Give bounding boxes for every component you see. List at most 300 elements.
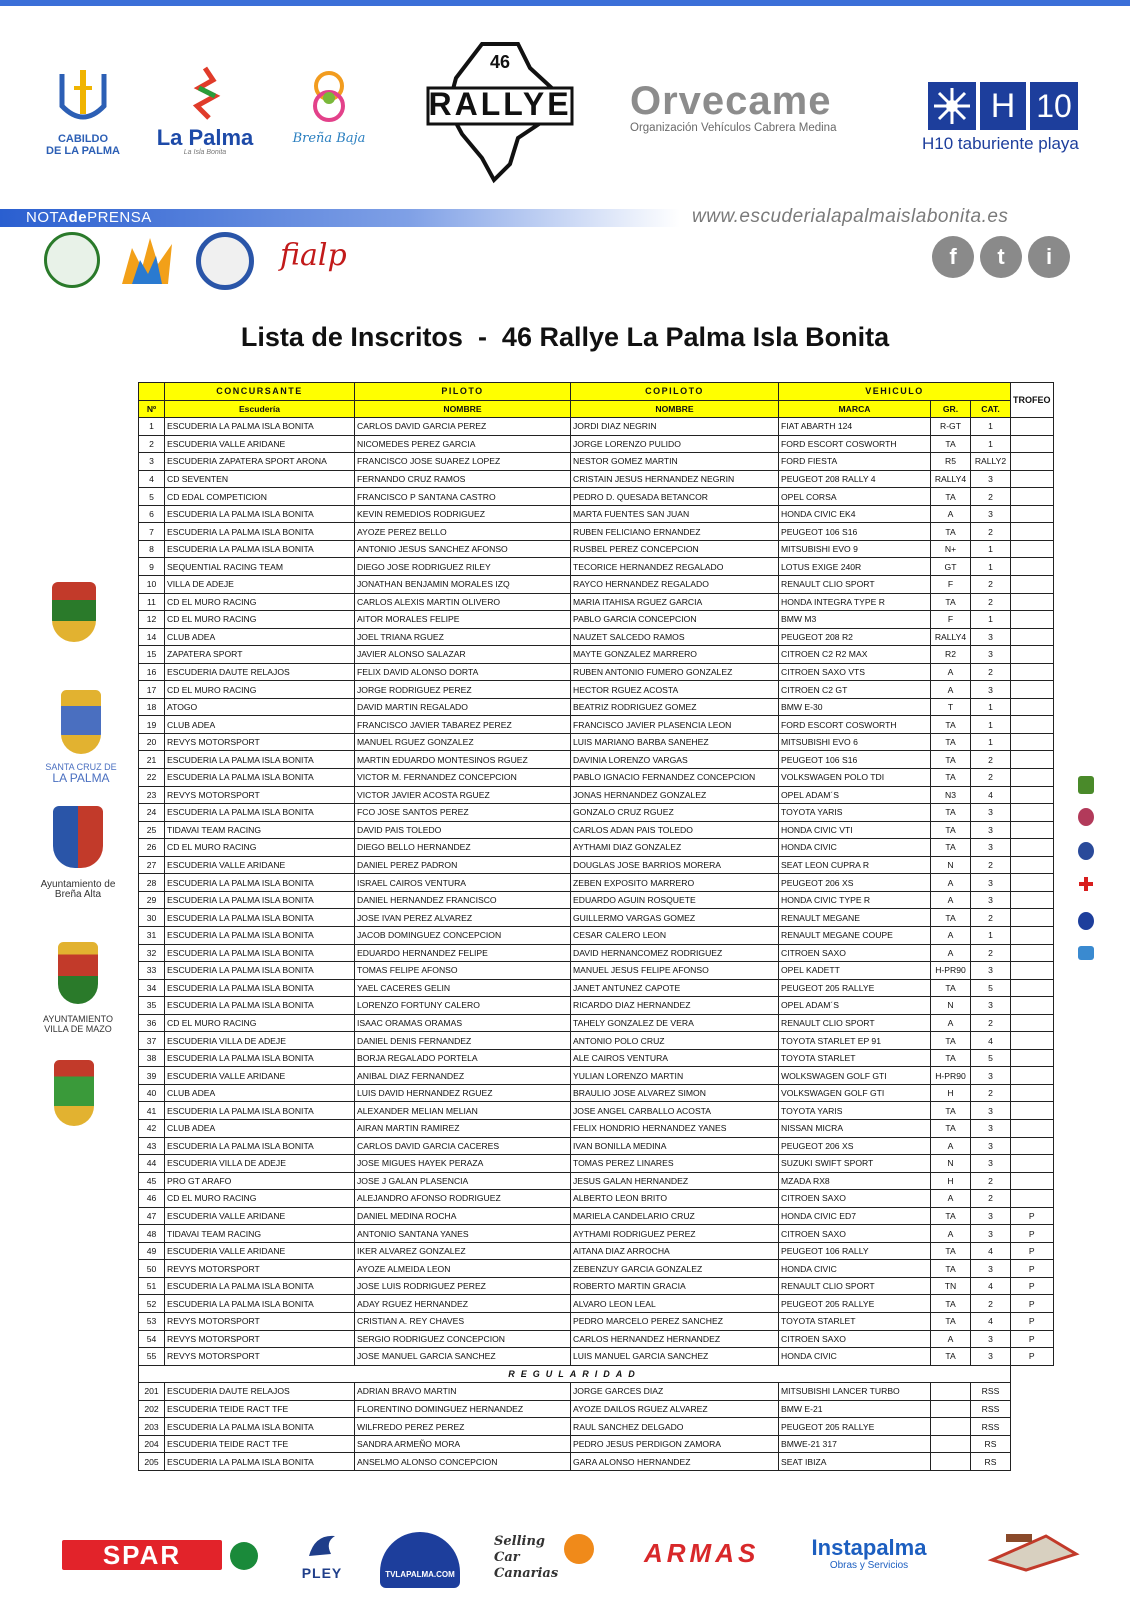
cell-escuderia: ESCUDERIA LA PALMA ISLA BONITA xyxy=(165,909,355,927)
table-row xyxy=(139,769,1054,787)
cell-num: 16 xyxy=(139,663,165,681)
cell-escuderia: ESCUDERIA DAUTE RELAJOS xyxy=(165,1383,355,1401)
cell-piloto: NICOMEDES PEREZ GARCIA xyxy=(355,435,571,453)
cell-piloto: DANIEL PEREZ PADRON xyxy=(355,856,571,874)
table-row xyxy=(139,821,1054,839)
cell-copiloto: PEDRO MARCELO PEREZ SANCHEZ xyxy=(571,1312,779,1330)
cell-num: 6 xyxy=(139,505,165,523)
cell-escuderia: CD EL MURO RACING xyxy=(165,611,355,629)
cell-cat: 4 xyxy=(971,1312,1011,1330)
cell-num: 30 xyxy=(139,909,165,927)
cell-piloto: AIRAN MARTIN RAMIREZ xyxy=(355,1119,571,1137)
cell-gr xyxy=(931,1435,971,1453)
table-row xyxy=(139,576,1054,594)
cell-marca: CITROEN SAXO xyxy=(779,1330,931,1348)
cell-escuderia: ESCUDERIA LA PALMA ISLA BONITA xyxy=(165,1049,355,1067)
table-row xyxy=(139,453,1054,471)
club-shield-icon xyxy=(1078,776,1094,794)
cell-marca: MZADA RX8 xyxy=(779,1172,931,1190)
cell-trofeo xyxy=(1011,453,1054,471)
instapalma-logo xyxy=(794,1536,944,1576)
cell-marca: RENAULT CLIO SPORT xyxy=(779,1014,931,1032)
cell-copiloto: JANET ANTUNEZ CAPOTE xyxy=(571,979,779,997)
cell-trofeo xyxy=(1011,944,1054,962)
cell-piloto: WILFREDO PEREZ PEREZ xyxy=(355,1418,571,1436)
table-row xyxy=(139,1102,1054,1120)
table-row xyxy=(139,628,1054,646)
proteccion-civil-icon xyxy=(1078,912,1094,930)
cell-marca: HONDA CIVIC xyxy=(779,1348,931,1366)
cell-cat: 1 xyxy=(971,611,1011,629)
cell-cat: 3 xyxy=(971,804,1011,822)
cell-trofeo xyxy=(1011,593,1054,611)
table-row xyxy=(139,435,1054,453)
cell-gr: A xyxy=(931,1014,971,1032)
cell-marca: WOLKSWAGEN GOLF GTI xyxy=(779,1067,931,1085)
cell-marca: TOYOTA STARLET xyxy=(779,1312,931,1330)
cell-copiloto: MARIELA CANDELARIO CRUZ xyxy=(571,1207,779,1225)
cell-gr: TA xyxy=(931,593,971,611)
cell-escuderia: REVYS MOTORSPORT xyxy=(165,1348,355,1366)
cell-marca: MITSUBISHI EVO 9 xyxy=(779,540,931,558)
pley-logo xyxy=(294,1530,350,1582)
cell-copiloto: RICARDO DIAZ HERNANDEZ xyxy=(571,997,779,1015)
cell-piloto: ISAAC ORAMAS ORAMAS xyxy=(355,1014,571,1032)
cell-copiloto: MANUEL JESUS FELIPE AFONSO xyxy=(571,962,779,980)
cell-gr: A xyxy=(931,944,971,962)
table-row xyxy=(139,1190,1054,1208)
cell-escuderia: ESCUDERIA LA PALMA ISLA BONITA xyxy=(165,944,355,962)
cell-cat: 2 xyxy=(971,1172,1011,1190)
table-row xyxy=(139,1330,1054,1348)
cell-trofeo xyxy=(1011,646,1054,664)
regularidad-row xyxy=(139,1418,1054,1436)
cell-num: 32 xyxy=(139,944,165,962)
cell-piloto: DIEGO BELLO HERNANDEZ xyxy=(355,839,571,857)
cell-copiloto: MARTA FUENTES SAN JUAN xyxy=(571,505,779,523)
table-row xyxy=(139,488,1054,506)
cell-escuderia: ESCUDERIA LA PALMA ISLA BONITA xyxy=(165,891,355,909)
orvecame-subtitle: Organización Vehículos Cabrera Medina xyxy=(630,122,837,134)
cell-escuderia: ZAPATERA SPORT xyxy=(165,646,355,664)
cell-copiloto: LUIS MANUEL GARCIA SANCHEZ xyxy=(571,1348,779,1366)
cell-marca: CITROEN SAXO VTS xyxy=(779,663,931,681)
cell-copiloto: ROBERTO MARTIN GRACIA xyxy=(571,1277,779,1295)
cell-cat: 1 xyxy=(971,733,1011,751)
cell-num: 21 xyxy=(139,751,165,769)
cell-gr: A xyxy=(931,1190,971,1208)
cell-cat: 3 xyxy=(971,1225,1011,1243)
col-escuderia-header: Escudería xyxy=(165,400,355,418)
cell-marca: MITSUBISHI EVO 6 xyxy=(779,733,931,751)
cell-cat: 2 xyxy=(971,856,1011,874)
rallye-word: RALLYE xyxy=(428,86,572,122)
entries-table xyxy=(138,382,1054,1471)
cell-gr: A xyxy=(931,1330,971,1348)
cell-trofeo: P xyxy=(1011,1295,1054,1313)
cell-copiloto: AYTHAMI RODRIGUEZ PEREZ xyxy=(571,1225,779,1243)
cell-trofeo xyxy=(1011,505,1054,523)
cell-escuderia: ESCUDERIA LA PALMA ISLA BONITA xyxy=(165,418,355,436)
cell-num: 37 xyxy=(139,1032,165,1050)
cell-trofeo xyxy=(1011,891,1054,909)
cell-piloto: JORGE RODRIGUEZ PEREZ xyxy=(355,681,571,699)
table-row xyxy=(139,1172,1054,1190)
cell-trofeo xyxy=(1011,1137,1054,1155)
table-row xyxy=(139,1260,1054,1278)
cell-cat: 3 xyxy=(971,1330,1011,1348)
table-row xyxy=(139,786,1054,804)
cell-num: 12 xyxy=(139,611,165,629)
cell-num: 54 xyxy=(139,1330,165,1348)
cell-escuderia: ESCUDERIA LA PALMA ISLA BONITA xyxy=(165,979,355,997)
lapalma-subtitle: La Isla Bonita xyxy=(183,149,227,156)
cell-gr: R5 xyxy=(931,453,971,471)
cell-cat: 2 xyxy=(971,593,1011,611)
cell-marca: PEUGEOT 106 RALLY xyxy=(779,1242,931,1260)
cell-gr: H xyxy=(931,1084,971,1102)
cell-piloto: FERNANDO CRUZ RAMOS xyxy=(355,470,571,488)
entries-table-body xyxy=(139,383,1054,1471)
cell-piloto: DAVID PAIS TOLEDO xyxy=(355,821,571,839)
cell-piloto: ADRIAN BRAVO MARTIN xyxy=(355,1383,571,1401)
cell-copiloto: MARIA ITAHISA RGUEZ GARCIA xyxy=(571,593,779,611)
cell-piloto: ALEJANDRO AFONSO RODRIGUEZ xyxy=(355,1190,571,1208)
cell-trofeo xyxy=(1011,1102,1054,1120)
cell-cat: 3 xyxy=(971,1067,1011,1085)
cell-copiloto: JORGE LORENZO PULIDO xyxy=(571,435,779,453)
cell-piloto: KEVIN REMEDIOS RODRIGUEZ xyxy=(355,505,571,523)
cell-cat: 3 xyxy=(971,470,1011,488)
cell-num: 7 xyxy=(139,523,165,541)
cell-cat: RS xyxy=(971,1453,1011,1471)
cell-trofeo xyxy=(1011,1014,1054,1032)
cell-escuderia: ESCUDERIA LA PALMA ISLA BONITA xyxy=(165,926,355,944)
cruz-roja-icon xyxy=(1078,876,1094,892)
cell-num: 201 xyxy=(139,1383,165,1401)
cell-cat: 2 xyxy=(971,523,1011,541)
table-row xyxy=(139,1242,1054,1260)
cell-cat: 2 xyxy=(971,909,1011,927)
cell-gr: TA xyxy=(931,1049,971,1067)
cell-copiloto: RAYCO HERNANDEZ REGALADO xyxy=(571,576,779,594)
table-row xyxy=(139,1119,1054,1137)
table-row xyxy=(139,663,1054,681)
cell-num: 5 xyxy=(139,488,165,506)
cell-marca: RENAULT CLIO SPORT xyxy=(779,576,931,594)
cell-piloto: FELIX DAVID ALONSO DORTA xyxy=(355,663,571,681)
cell-escuderia: ESCUDERIA LA PALMA ISLA BONITA xyxy=(165,962,355,980)
cell-cat: 3 xyxy=(971,1137,1011,1155)
cell-gr: TA xyxy=(931,435,971,453)
table-row xyxy=(139,1032,1054,1050)
cell-copiloto: PEDRO JESUS PERDIGON ZAMORA xyxy=(571,1435,779,1453)
cell-cat: 2 xyxy=(971,751,1011,769)
cell-num: 45 xyxy=(139,1172,165,1190)
twitter-icon[interactable]: t xyxy=(980,236,1022,278)
cell-copiloto: RUBEN FELICIANO ERNANDEZ xyxy=(571,523,779,541)
cell-cat: 3 xyxy=(971,1260,1011,1278)
table-row xyxy=(139,698,1054,716)
cell-trofeo: P xyxy=(1011,1242,1054,1260)
cell-cat: 4 xyxy=(971,786,1011,804)
cell-marca: HONDA CIVIC TYPE R xyxy=(779,891,931,909)
table-row xyxy=(139,1277,1054,1295)
cell-num: 36 xyxy=(139,1014,165,1032)
facebook-icon[interactable]: f xyxy=(932,236,974,278)
cell-gr: A xyxy=(931,505,971,523)
cell-cat: 3 xyxy=(971,681,1011,699)
cell-piloto: JOSE MANUEL GARCIA SANCHEZ xyxy=(355,1348,571,1366)
regularidad-row xyxy=(139,1435,1054,1453)
cell-escuderia: CD EDAL COMPETICION xyxy=(165,488,355,506)
cell-piloto: IKER ALVAREZ GONZALEZ xyxy=(355,1242,571,1260)
cell-marca: CITROEN SAXO xyxy=(779,944,931,962)
cell-marca: SEAT IBIZA xyxy=(779,1453,931,1471)
cell-piloto: DANIEL MEDINA ROCHA xyxy=(355,1207,571,1225)
cell-gr: H-PR90 xyxy=(931,1067,971,1085)
cell-piloto: BORJA REGALADO PORTELA xyxy=(355,1049,571,1067)
cell-copiloto: PABLO GARCIA CONCEPCION xyxy=(571,611,779,629)
brena-alta-caption-b: Breña Alta xyxy=(54,889,102,900)
cell-marca: RENAULT MEGANE COUPE xyxy=(779,926,931,944)
cell-piloto: MARTIN EDUARDO MONTESINOS RGUEZ xyxy=(355,751,571,769)
h10-subtitle: H10 taburiente playa xyxy=(922,134,1079,153)
cell-piloto: ANTONIO JESUS SANCHEZ AFONSO xyxy=(355,540,571,558)
cell-cat: 5 xyxy=(971,979,1011,997)
cell-cat: 2 xyxy=(971,488,1011,506)
cell-escuderia: ATOGO xyxy=(165,698,355,716)
brena-alta-caption-a: Ayuntamiento de xyxy=(40,879,116,890)
cell-trofeo xyxy=(1011,418,1054,436)
cell-gr: A xyxy=(931,681,971,699)
cell-num: 41 xyxy=(139,1102,165,1120)
cell-piloto: AYOZE PEREZ BELLO xyxy=(355,523,571,541)
cell-num: 35 xyxy=(139,997,165,1015)
cell-cat: 2 xyxy=(971,663,1011,681)
cell-cat: 3 xyxy=(971,1155,1011,1173)
cell-marca: FORD ESCORT COSWORTH xyxy=(779,716,931,734)
cell-cat: 1 xyxy=(971,716,1011,734)
cell-gr: TN xyxy=(931,1277,971,1295)
mazo-crest-icon xyxy=(58,942,98,1004)
cell-gr: TA xyxy=(931,821,971,839)
cell-num: 24 xyxy=(139,804,165,822)
cell-num: 29 xyxy=(139,891,165,909)
cell-gr xyxy=(931,1383,971,1401)
cell-escuderia: ESCUDERIA VALLE ARIDANE xyxy=(165,1242,355,1260)
cell-num: 22 xyxy=(139,769,165,787)
cell-cat: RSS xyxy=(971,1400,1011,1418)
table-row xyxy=(139,733,1054,751)
cell-piloto: JOEL TRIANA RGUEZ xyxy=(355,628,571,646)
llanos-crest xyxy=(52,582,100,664)
cell-escuderia: ESCUDERIA LA PALMA ISLA BONITA xyxy=(165,1277,355,1295)
h10-flower-box xyxy=(928,82,976,130)
mazo-logo xyxy=(30,942,126,1032)
cell-copiloto: CARLOS HERNANDEZ HERNANDEZ xyxy=(571,1330,779,1348)
cell-escuderia: ESCUDERIA VALLE ARIDANE xyxy=(165,1207,355,1225)
cell-gr: TA xyxy=(931,1312,971,1330)
cell-piloto: DANIEL DENIS FERNANDEZ xyxy=(355,1032,571,1050)
cell-num: 31 xyxy=(139,926,165,944)
brena-alta-crest-icon xyxy=(53,806,103,868)
cell-marca: OPEL CORSA xyxy=(779,488,931,506)
cell-escuderia: ESCUDERIA LA PALMA ISLA BONITA xyxy=(165,505,355,523)
website-link[interactable]: www.escuderialapalmaislabonita.es xyxy=(692,206,1009,227)
cell-marca: LOTUS EXIGE 240R xyxy=(779,558,931,576)
cell-copiloto: TOMAS PEREZ LINARES xyxy=(571,1155,779,1173)
fuencaliente-crest xyxy=(54,1060,96,1132)
cell-marca: CITROEN C2 R2 MAX xyxy=(779,646,931,664)
cell-cat: 3 xyxy=(971,628,1011,646)
regularidad-row xyxy=(139,1400,1054,1418)
blank-header-cell xyxy=(139,383,165,401)
cell-trofeo xyxy=(1011,1190,1054,1208)
cell-marca: HONDA CIVIC xyxy=(779,1260,931,1278)
cell-copiloto: CARLOS ADAN PAIS TOLEDO xyxy=(571,821,779,839)
cell-cat: 1 xyxy=(971,435,1011,453)
cell-gr xyxy=(931,1453,971,1471)
cell-num: 20 xyxy=(139,733,165,751)
cell-marca: BMWE-21 317 xyxy=(779,1435,931,1453)
cell-num: 202 xyxy=(139,1400,165,1418)
cell-cat: 3 xyxy=(971,1348,1011,1366)
emergencias-icon xyxy=(1078,946,1094,960)
cell-escuderia: ESCUDERIA VALLE ARIDANE xyxy=(165,1067,355,1085)
cell-escuderia: CD EL MURO RACING xyxy=(165,839,355,857)
cell-cat: 2 xyxy=(971,1295,1011,1313)
cell-num: 42 xyxy=(139,1119,165,1137)
cell-piloto: SERGIO RODRIGUEZ CONCEPCION xyxy=(355,1330,571,1348)
cell-piloto: FRANCISCO JOSE SUAREZ LOPEZ xyxy=(355,453,571,471)
cell-piloto: DAVID MARTIN REGALADO xyxy=(355,698,571,716)
cell-cat: 2 xyxy=(971,576,1011,594)
cell-copiloto: IVAN BONILLA MEDINA xyxy=(571,1137,779,1155)
cell-marca: PEUGEOT 206 XS xyxy=(779,874,931,892)
cell-gr xyxy=(931,1400,971,1418)
cell-copiloto: RAUL SANCHEZ DELGADO xyxy=(571,1418,779,1436)
cell-num: 1 xyxy=(139,418,165,436)
table-row xyxy=(139,891,1054,909)
cell-copiloto: ALE CAIROS VENTURA xyxy=(571,1049,779,1067)
h10-h-box: H xyxy=(980,82,1026,130)
cell-num: 52 xyxy=(139,1295,165,1313)
cell-escuderia: ESCUDERIA VILLA DE ADEJE xyxy=(165,1032,355,1050)
table-row xyxy=(139,856,1054,874)
cell-cat: 1 xyxy=(971,926,1011,944)
cell-piloto: FRANCISCO P SANTANA CASTRO xyxy=(355,488,571,506)
cell-gr: N3 xyxy=(931,786,971,804)
cell-trofeo xyxy=(1011,681,1054,699)
cell-cat: RS xyxy=(971,1435,1011,1453)
cell-num: 39 xyxy=(139,1067,165,1085)
cell-num: 47 xyxy=(139,1207,165,1225)
cell-num: 40 xyxy=(139,1084,165,1102)
cell-trofeo xyxy=(1011,470,1054,488)
cell-cat: 4 xyxy=(971,1242,1011,1260)
cell-gr: TA xyxy=(931,1032,971,1050)
cell-trofeo xyxy=(1011,576,1054,594)
table-row xyxy=(139,681,1054,699)
cell-copiloto: DOUGLAS JOSE BARRIOS MORERA xyxy=(571,856,779,874)
cell-piloto: JOSE IVAN PEREZ ALVAREZ xyxy=(355,909,571,927)
cell-trofeo xyxy=(1011,716,1054,734)
cell-gr: RALLY4 xyxy=(931,470,971,488)
cell-num: 44 xyxy=(139,1155,165,1173)
cell-piloto: JACOB DOMINGUEZ CONCEPCION xyxy=(355,926,571,944)
cell-num: 8 xyxy=(139,540,165,558)
cell-gr: TA xyxy=(931,909,971,927)
cell-escuderia: ESCUDERIA VALLE ARIDANE xyxy=(165,435,355,453)
cell-num: 23 xyxy=(139,786,165,804)
cell-marca: HONDA CIVIC VTI xyxy=(779,821,931,839)
cell-copiloto: FRANCISCO JAVIER PLASENCIA LEON xyxy=(571,716,779,734)
cell-gr: A xyxy=(931,891,971,909)
table-row xyxy=(139,540,1054,558)
cell-num: 28 xyxy=(139,874,165,892)
cell-cat: 2 xyxy=(971,1084,1011,1102)
cell-copiloto: ALBERTO LEON BRITO xyxy=(571,1190,779,1208)
cell-marca: MITSUBISHI LANCER TURBO xyxy=(779,1383,931,1401)
cell-marca: BMW E-30 xyxy=(779,698,931,716)
cell-copiloto: TECORICE HERNANDEZ REGALADO xyxy=(571,558,779,576)
cell-copiloto: DAVID HERNANCOMEZ RODRIGUEZ xyxy=(571,944,779,962)
table-row xyxy=(139,611,1054,629)
federacion-seal-icon xyxy=(196,232,254,290)
cell-trofeo xyxy=(1011,435,1054,453)
orvecame-title: Orvecame xyxy=(630,79,832,123)
policia-icon xyxy=(1078,842,1094,860)
selling-car-logo xyxy=(494,1534,598,1581)
cell-trofeo: P xyxy=(1011,1277,1054,1295)
table-row xyxy=(139,558,1054,576)
table-row xyxy=(139,1207,1054,1225)
cell-piloto: CRISTIAN A. REY CHAVES xyxy=(355,1312,571,1330)
table-row xyxy=(139,1312,1054,1330)
cell-escuderia: ESCUDERIA LA PALMA ISLA BONITA xyxy=(165,523,355,541)
h10-logo xyxy=(922,82,1088,166)
cell-escuderia: ESCUDERIA TEIDE RACT TFE xyxy=(165,1435,355,1453)
cell-piloto: TOMAS FELIPE AFONSO xyxy=(355,962,571,980)
cell-trofeo: P xyxy=(1011,1260,1054,1278)
cabildo-logo xyxy=(38,66,128,162)
cell-trofeo xyxy=(1011,839,1054,857)
cell-marca: TOYOTA STARLET EP 91 xyxy=(779,1032,931,1050)
table-row xyxy=(139,874,1054,892)
cell-cat: 2 xyxy=(971,769,1011,787)
table-row xyxy=(139,1155,1054,1173)
cell-piloto: CARLOS ALEXIS MARTIN OLIVERO xyxy=(355,593,571,611)
cell-num: 43 xyxy=(139,1137,165,1155)
table-row xyxy=(139,1137,1054,1155)
cell-num: 9 xyxy=(139,558,165,576)
cell-gr: H-PR90 xyxy=(931,962,971,980)
cell-cat: 3 xyxy=(971,839,1011,857)
instagram-icon[interactable]: i xyxy=(1028,236,1070,278)
cell-piloto: JAVIER ALONSO SALAZAR xyxy=(355,646,571,664)
cell-marca: FORD ESCORT COSWORTH xyxy=(779,435,931,453)
cell-num: 51 xyxy=(139,1277,165,1295)
col-marca-header: MARCA xyxy=(779,400,931,418)
cell-escuderia: SEQUENTIAL RACING TEAM xyxy=(165,558,355,576)
cell-gr: N+ xyxy=(931,540,971,558)
cell-num: 49 xyxy=(139,1242,165,1260)
spar-logo xyxy=(62,1540,222,1570)
table-row xyxy=(139,593,1054,611)
cell-copiloto: YULIAN LORENZO MARTIN xyxy=(571,1067,779,1085)
cell-gr: TA xyxy=(931,1242,971,1260)
